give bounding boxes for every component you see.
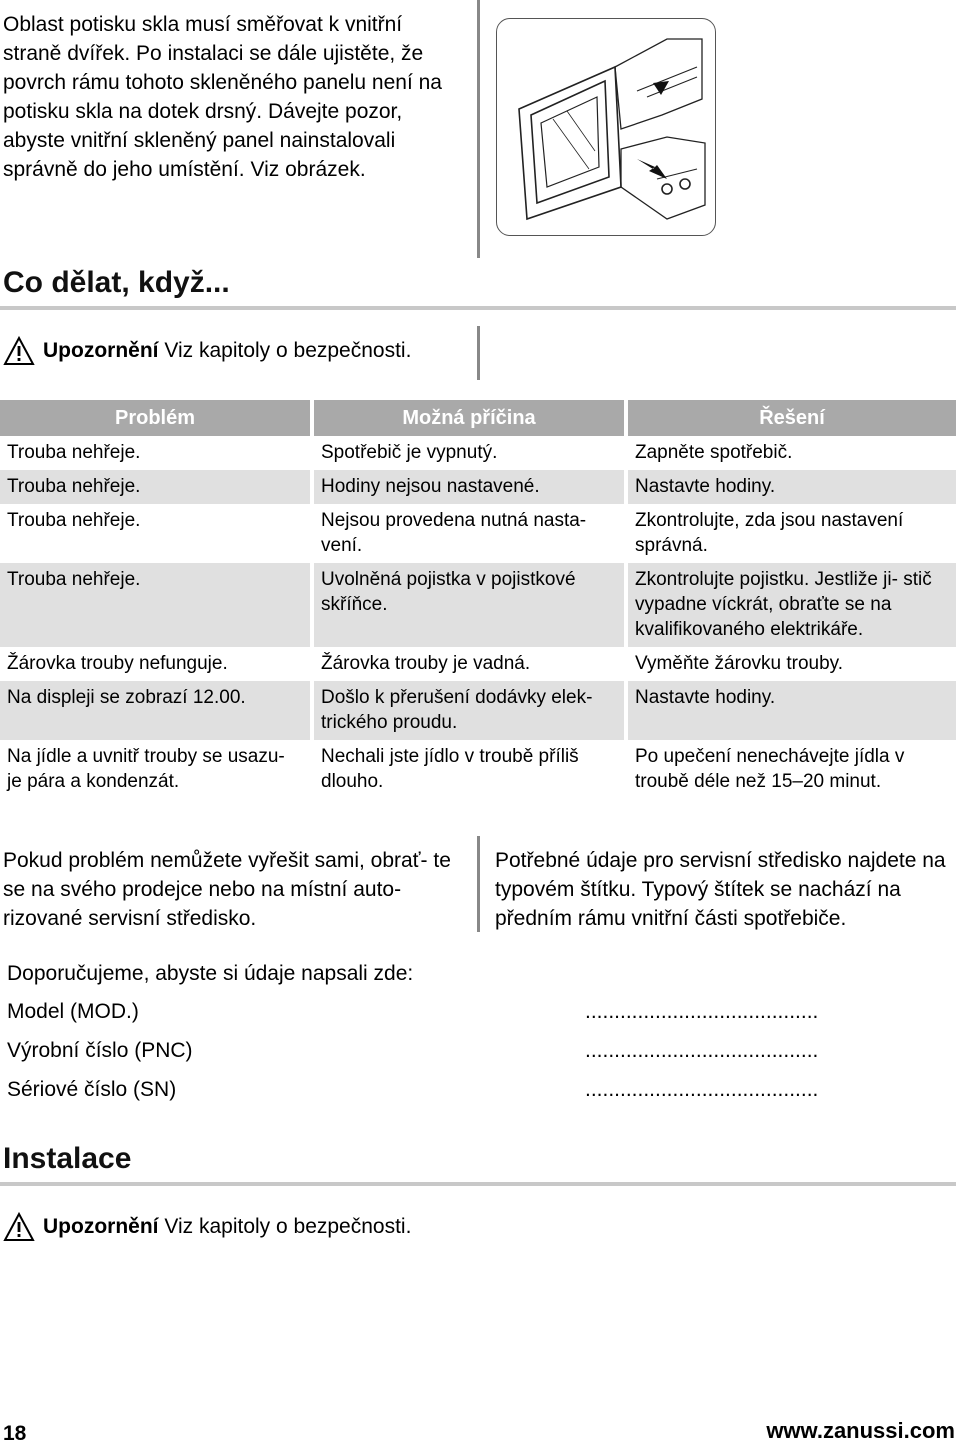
cell-problem: Trouba nehřeje.: [0, 470, 312, 504]
table-row: [0, 470, 956, 504]
cell-cause: Uvolněná pojistka v pojistkové skříňce.: [312, 563, 626, 647]
warning-triangle-icon: [3, 336, 35, 366]
section-title-installation: Instalace: [3, 1142, 132, 1175]
record-row: [7, 1000, 847, 1024]
cell-solution: Vyměňte žárovku trouby.: [626, 647, 956, 681]
header-cause: Možná příčina: [312, 400, 626, 436]
cell-problem: Trouba nehřeje.: [7, 510, 141, 531]
table-row: [0, 504, 956, 563]
cell-cause: Spotřebič je vypnutý.: [312, 436, 626, 470]
record-label: Výrobní číslo (PNC): [7, 1039, 193, 1062]
table-row: [0, 740, 956, 799]
warning-text: Viz kapitoly o bezpečnosti.: [158, 339, 412, 362]
arrow-up-icon: [643, 81, 669, 103]
table-row: [0, 647, 956, 681]
section-rule: [0, 1182, 956, 1186]
column-divider: [477, 326, 480, 380]
cell-solution: Zkontrolujte, zda jsou nastavení správná.: [626, 504, 956, 563]
footer-url: www.zanussi.com: [766, 1418, 955, 1443]
service-paragraph-left: Pokud problém nemůžete vyřešit sami, obrať- te se na svého prodejce nebo na místní auto- rizované servisní středisko.: [3, 849, 451, 930]
cell-cause: Nejsou provedena nutná nasta- vení.: [312, 504, 626, 563]
warning-text: Viz kapitoly o bezpečnosti.: [158, 1215, 412, 1238]
cell-problem: Žárovka trouby nefunguje.: [7, 653, 228, 674]
table-row: [0, 681, 956, 740]
oven-door-illustration: [497, 19, 715, 235]
record-label: Model (MOD.): [7, 1000, 139, 1023]
header-problem: Problém: [0, 400, 312, 436]
record-row: [7, 1078, 847, 1102]
arrow-down-icon: [637, 159, 667, 179]
table-row: [0, 436, 956, 470]
record-row: [7, 1039, 847, 1063]
cell-solution: Nastavte hodiny.: [626, 470, 956, 504]
glass-panel-figure: [496, 18, 716, 236]
section-title-troubleshooting: Co dělat, když...: [3, 266, 230, 299]
cell-solution: Nastavte hodiny.: [626, 681, 956, 740]
cell-problem: Na jídle a uvnitř trouby se usazu- je pára a kondenzát.: [7, 746, 285, 792]
service-paragraph-right: Potřebné údaje pro servisní středisko najdete na typovém štítku. Typový štítek se nachází na předním rámu vnitřní části spotřebiče.: [495, 849, 946, 930]
troubleshooting-table: [0, 400, 956, 799]
cell-solution: Zkontrolujte pojistku. Jestliže ji- stič vypadne víckrát, obraťte se na kvalifikovaného elektrikáře.: [626, 563, 956, 647]
cell-problem: Trouba nehřeje.: [7, 442, 141, 463]
cell-cause: Hodiny nejsou nastavené.: [312, 470, 626, 504]
cell-cause: Došlo k přerušení dodávky elek- trického proudu.: [312, 681, 626, 740]
section-rule: [0, 306, 956, 310]
warning-triangle-icon: [3, 1212, 35, 1242]
warning-notice: [3, 1212, 411, 1242]
intro-paragraph: Oblast potisku skla musí směřovat k vnitřní straně dvířek. Po instalaci se dále ujistěte, že povrch rámu tohoto skleněného panelu není na potisku skla na dotek drsný. Dávejte pozor, abyste vnitřní skleněný panel nainstalovali správně do jeho umístění. Viz obrázek.: [3, 13, 442, 181]
column-divider: [477, 836, 480, 932]
record-dots: ........................................: [585, 1000, 819, 1023]
record-label: Sériové číslo (SN): [7, 1078, 177, 1101]
header-solution: Řešení: [626, 400, 956, 436]
record-dots: ........................................: [585, 1039, 819, 1062]
record-dots: ........................................: [585, 1078, 819, 1101]
warning-label: Upozornění: [43, 1215, 159, 1238]
warning-notice: [3, 336, 411, 366]
cell-problem: Trouba nehřeje.: [0, 563, 312, 647]
cell-cause: Nechali jste jídlo v troubě příliš dlouho.: [312, 740, 626, 799]
table-row: [0, 563, 956, 647]
column-divider: [477, 0, 480, 258]
cell-problem: Na displeji se zobrazí 12.00.: [0, 681, 312, 740]
cell-cause: Žárovka trouby je vadná.: [312, 647, 626, 681]
cell-solution: Zapněte spotřebič.: [626, 436, 956, 470]
warning-label: Upozornění: [43, 339, 159, 362]
page-number: 18: [3, 1422, 27, 1445]
cell-solution: Po upečení nenechávejte jídla v troubě déle než 15–20 minut.: [626, 740, 956, 799]
table-header-row: [0, 400, 956, 436]
record-intro: Doporučujeme, abyste si údaje napsali zde:: [7, 962, 414, 985]
